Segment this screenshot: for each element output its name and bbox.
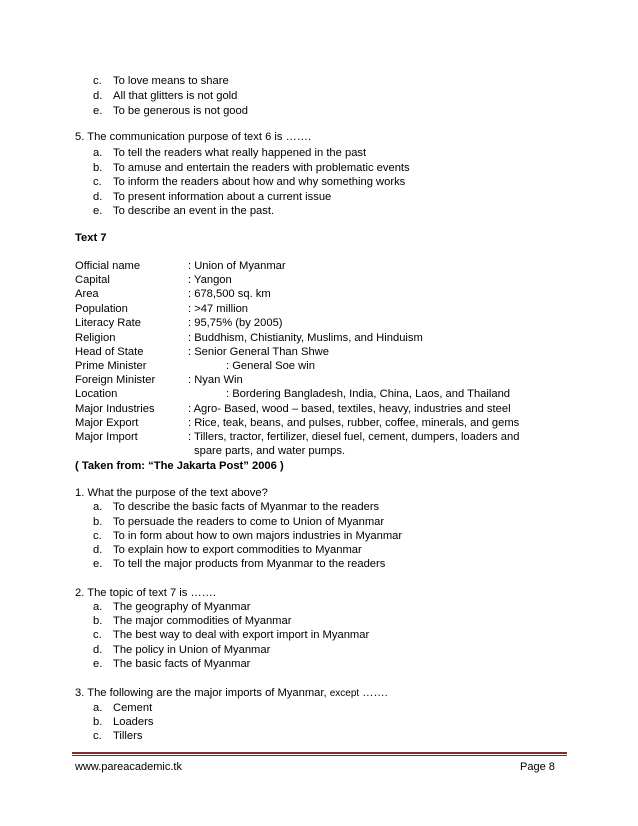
question-text: 1. What the purpose of the text above?: [75, 487, 268, 499]
option-text: To describe the basic facts of Myanmar to the readers: [113, 501, 380, 513]
question-text: 2. The topic of text 7 is …….: [75, 587, 216, 599]
fact-value: : >47 million: [188, 303, 249, 315]
question-text: 3. The following are the major imports of Myanmar,: [75, 687, 327, 699]
option-letter: b.: [93, 516, 103, 528]
footer-rule-thin: [72, 755, 567, 756]
option-text: To tell the readers what really happened in the past: [113, 147, 367, 159]
option-letter: c.: [93, 730, 102, 742]
footer-page-number: Page 8: [520, 761, 555, 773]
option-letter: e.: [93, 205, 103, 217]
heading-text: Text 7: [75, 232, 107, 244]
fact-label: Head of State: [75, 346, 144, 358]
fact-label: Major Export: [75, 417, 139, 429]
option-text: To present information about a current issue: [113, 191, 332, 203]
fact-value: : Nyan Win: [188, 374, 243, 386]
fact-value: : Yangon: [188, 274, 232, 286]
fact-label: Major Industries: [75, 403, 155, 415]
fact-value: : Union of Myanmar: [188, 260, 286, 272]
fact-label: Literacy Rate: [75, 317, 141, 329]
fact-value: : 678,500 sq. km: [188, 288, 271, 300]
fact-value: : Buddhism, Chistianity, Muslims, and Hinduism: [188, 332, 423, 344]
option-letter: b.: [93, 162, 103, 174]
option-text: To inform the readers about how and why something works: [113, 176, 406, 188]
fact-label: Official name: [75, 260, 141, 272]
question-text-start: [75, 686, 388, 701]
option-letter: b.: [93, 716, 103, 728]
option-text: To persuade the readers to come to Union of Myanmar: [113, 516, 385, 528]
fact-value: : General Soe win: [226, 360, 315, 372]
option-text: The basic facts of Myanmar: [113, 658, 251, 670]
option-letter: c.: [93, 176, 102, 188]
question-text: 5. The communication purpose of text 6 is …….: [75, 131, 312, 143]
option-text: To amuse and entertain the readers with problematic events: [113, 162, 410, 174]
option-letter: a.: [93, 601, 103, 613]
option-letter: d.: [93, 544, 103, 556]
option-letter: d.: [93, 191, 103, 203]
fact-label: Area: [75, 288, 99, 300]
option-letter: e.: [93, 558, 103, 570]
option-letter: e.: [93, 658, 103, 670]
option-text: The major commodities of Myanmar: [113, 615, 292, 627]
fact-label: Major Import: [75, 431, 138, 443]
option-text: To explain how to export commodities to Myanmar: [113, 544, 362, 556]
option-letter: a.: [93, 702, 103, 714]
option-letter: e.: [93, 105, 103, 117]
footer-rule: [72, 752, 567, 754]
option-letter: c.: [93, 530, 102, 542]
option-text: To describe an event in the past.: [113, 205, 275, 217]
option-letter: c.: [93, 75, 102, 87]
fact-value-continued: spare parts, and water pumps.: [194, 445, 346, 457]
option-text: Tillers: [113, 730, 143, 742]
option-text: The policy in Union of Myanmar: [113, 644, 271, 656]
fact-label: Population: [75, 303, 128, 315]
fact-value: : Agro- Based, wood – based, textiles, heavy, industries and steel: [188, 403, 511, 415]
option-letter: d.: [93, 644, 103, 656]
option-letter: b.: [93, 615, 103, 627]
fact-value: : Tillers, tractor, fertilizer, diesel fuel, cement, dumpers, loaders and: [188, 431, 520, 443]
fact-value: : Bordering Bangladesh, India, China, Laos, and Thailand: [226, 388, 511, 400]
question-ellipsis: …….: [359, 687, 388, 699]
fact-label: Foreign Minister: [75, 374, 156, 386]
option-letter: d.: [93, 90, 103, 102]
option-text: Loaders: [113, 716, 154, 728]
source-text: ( Taken from: “The Jakarta Post” 2006 ): [75, 460, 284, 472]
option-text: To in form about how to own majors industries in Myanmar: [113, 530, 403, 542]
option-letter: a.: [93, 147, 103, 159]
option-text: To be generous is not good: [113, 105, 248, 117]
fact-label: Religion: [75, 332, 116, 344]
fact-value: : Senior General Than Shwe: [188, 346, 329, 358]
fact-label: Capital: [75, 274, 110, 286]
fact-value: : Rice, teak, beans, and pulses, rubber, coffee, minerals, and gems: [188, 417, 520, 429]
option-letter: c.: [93, 629, 102, 641]
option-letter: a.: [93, 501, 103, 513]
option-text: The best way to deal with export import in Myanmar: [113, 629, 370, 641]
fact-label: Location: [75, 388, 118, 400]
except-word: except: [329, 688, 360, 699]
option-text: Cement: [113, 702, 153, 714]
footer-website: www.pareacademic.tk: [75, 761, 182, 773]
option-text: The geography of Myanmar: [113, 601, 251, 613]
option-text: All that glitters is not gold: [113, 90, 238, 102]
option-text: To love means to share: [113, 75, 229, 87]
fact-label: Prime Minister: [75, 360, 147, 372]
fact-value: : 95,75% (by 2005): [188, 317, 283, 329]
option-text: To tell the major products from Myanmar to the readers: [113, 558, 386, 570]
